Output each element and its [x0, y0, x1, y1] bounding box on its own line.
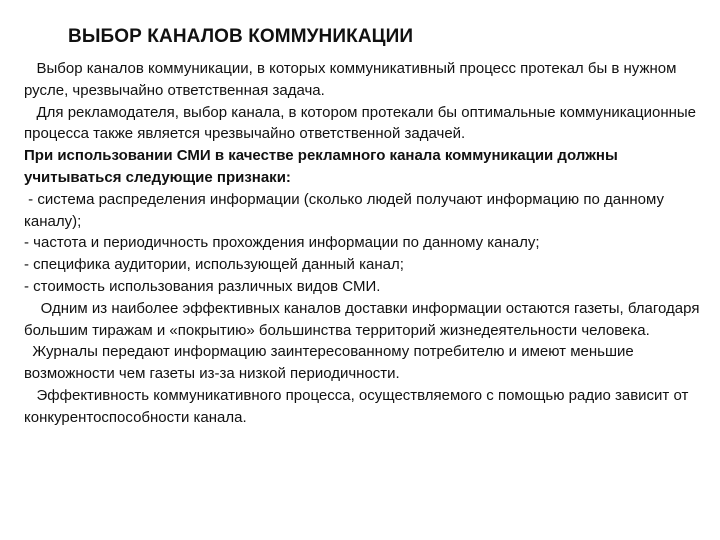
paragraph-radio: Эффективность коммуникативного процесса, осуществляемого с помощью радио зависит от конкурентоспособности канала. — [24, 386, 693, 426]
paragraph-media-criteria: При использовании СМИ в качестве рекламного канала коммуникации должны учитываться следующие признаки: — [24, 147, 618, 186]
list-item-audience: - специфика аудитории, использующей данный канал; — [24, 256, 404, 274]
paragraph-intro: Выбор каналов коммуникации, в которых коммуникативный процесс протекал бы в нужном русле, чрезвычайно ответственная задача. — [24, 60, 681, 99]
list-item-frequency: - частота и периодичность прохождения информации по данному каналу; — [24, 234, 540, 252]
paragraph-newspapers: Одним из наиболее эффективных каналов доставки информации остаются газеты, благодаря большим тиражам и «покрытию» большинства территорий жизнедеятельности человека. — [24, 299, 704, 339]
list-item-cost: - стоимость использования различных видов СМИ. — [24, 277, 381, 295]
paragraph-magazines: Журналы передают информацию заинтересованному потребителю и имеют меньшие возможности чем газеты из-за низкой периодичности. — [24, 343, 638, 383]
list-item-distribution: - система распределения информации (сколько людей получают информацию по данному каналу); — [24, 190, 669, 230]
slide-body — [24, 58, 704, 429]
paragraph-advertiser: Для рекламодателя, выбор канала, в котором протекали бы оптимальные коммуникационные процесса также является чрезвычайно ответственной задачей. — [24, 103, 701, 143]
slide-title: ВЫБОР КАНАЛОВ КОММУНИКАЦИИ — [68, 26, 414, 47]
